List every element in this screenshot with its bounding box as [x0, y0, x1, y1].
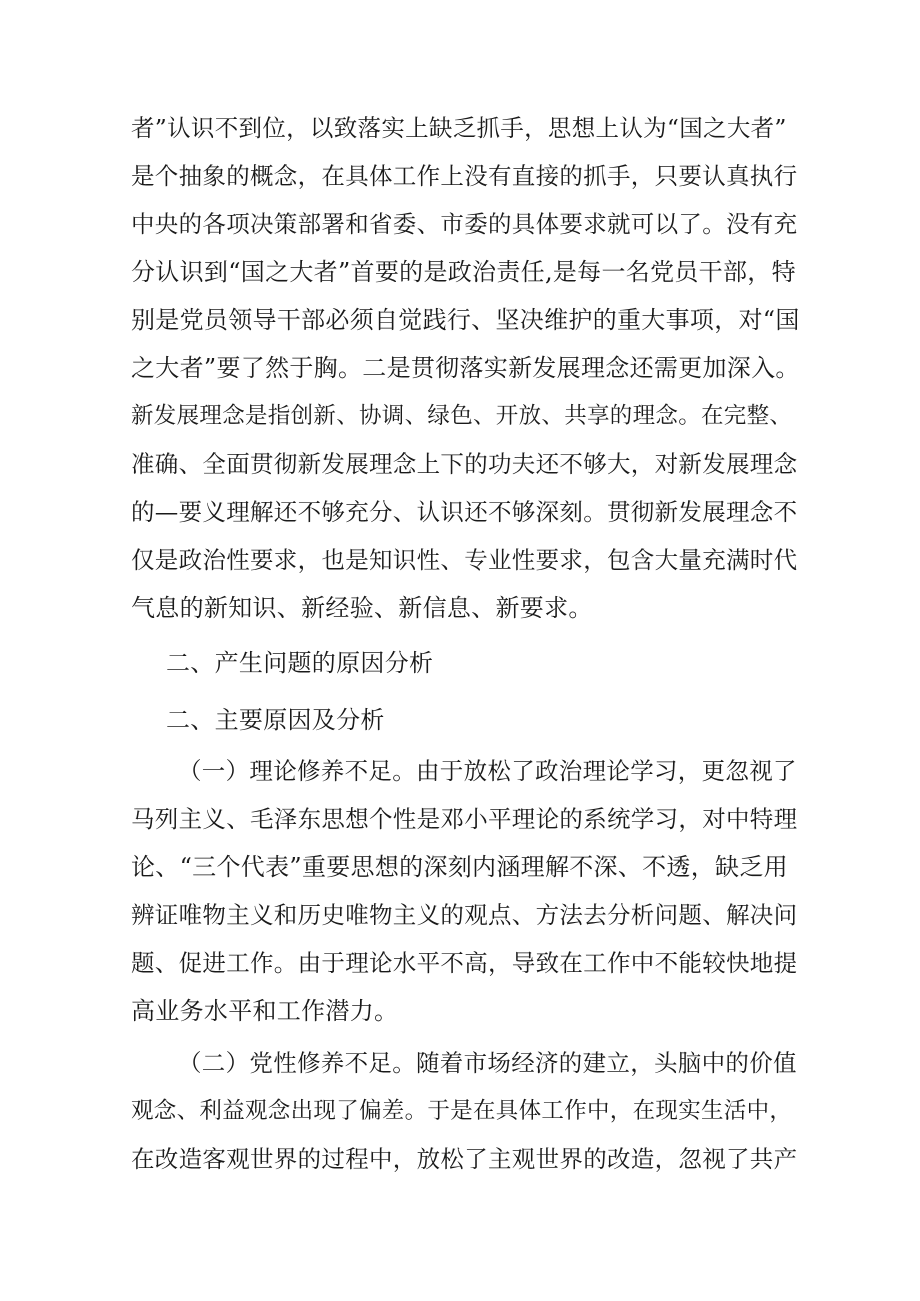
paragraph-1-line-2: 是个抽象的概念，在具体工作上没有直接的抓手，只要认真执行 — [131, 162, 798, 190]
section-1-line-4: 辨证唯物主义和历史唯物主义的观点、方法去分析问题、解决问 — [131, 901, 798, 929]
paragraph-1-line-1: 者”认识不到位，以致落实上缺乏抓手，思想上认为“国之大者” — [131, 114, 787, 142]
paragraph-1-line-9: 的—要义理解还不够充分、认识还不够深刻。贯彻新发展理念不 — [131, 498, 798, 526]
paragraph-1-line-4: 分认识到“国之大者”首要的是政治责任,是每一名党员干部，特 — [131, 258, 796, 286]
section-2-line-3: 在改造客观世界的过程中，放松了主观世界的改造，忽视了共产 — [131, 1145, 798, 1173]
section-1-line-6: 高业务水平和工作潜力。 — [131, 997, 399, 1025]
section-1-line-1: （一）理论修养不足。由于放松了政治理论学习，更忽视了 — [178, 757, 797, 785]
paragraph-1-line-7: 新发展理念是指创新、协调、绿色、开放、共享的理念。在完整、 — [131, 403, 793, 429]
paragraph-1-line-5: 别是党员领导干部必须自觉践行、坚决维护的重大事项，对“国 — [131, 306, 800, 334]
paragraph-1-line-8: 准确、全面贯彻新发展理念上下的功夫还不够大，对新发展理念 — [131, 450, 798, 478]
section-1-line-2: 马列主义、毛泽东思想个性是邓小平理论的系统学习，对中特理 — [131, 805, 798, 833]
section-2-line-1: （二）党性修养不足。随着市场经济的建立，头脑中的价值 — [178, 1049, 797, 1077]
paragraph-1-line-6: 之大者”要了然于胸。二是贯彻落实新发展理念还需更加深入。 — [131, 354, 800, 382]
paragraph-1-line-10: 仅是政治性要求，也是知识性、专业性要求，包含大量充满时代 — [131, 546, 798, 574]
section-1-line-3: 论、“三个代表”重要思想的深刻内涵理解不深、不透，缺乏用 — [131, 853, 788, 881]
paragraph-1-line-11: 气息的新知识、新经验、新信息、新要求。 — [131, 594, 593, 622]
section-1-line-5: 题、促进工作。由于理论水平不高，导致在工作中不能较快地提 — [131, 949, 798, 977]
heading-cause-analysis: 二、产生问题的原因分析 — [166, 649, 434, 677]
section-2-line-2: 观念、利益观念出现了偏差。于是在具体工作中，在现实生活中， — [131, 1098, 793, 1124]
heading-main-reasons: 二、主要原因及分析 — [166, 706, 385, 734]
paragraph-1-line-3: 中央的各项决策部署和省委、市委的具体要求就可以了。没有充 — [131, 210, 798, 238]
